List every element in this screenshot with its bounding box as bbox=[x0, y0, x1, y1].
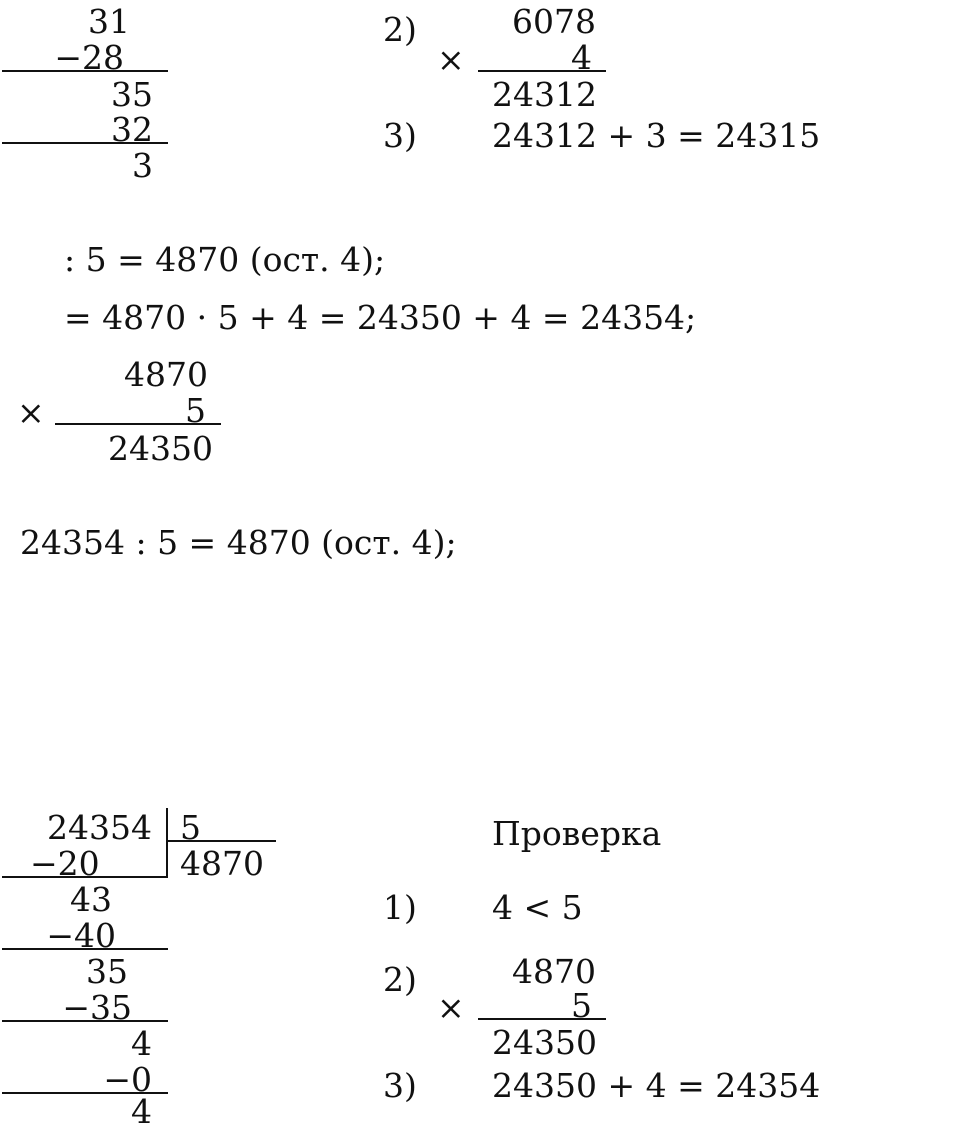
division-result-line: : 5 = 4870 (ост. 4); bbox=[64, 240, 386, 279]
reverse-check-line: = 4870 · 5 + 4 = 24350 + 4 = 24354; bbox=[64, 298, 697, 337]
top-division-rule-1 bbox=[2, 70, 168, 72]
division-rule-3 bbox=[2, 1020, 168, 1022]
check-times-sign: × bbox=[437, 988, 465, 1027]
top-division-subtrahend-1: −28 bbox=[54, 38, 124, 77]
subtrahend-1: −20 bbox=[30, 844, 100, 883]
check-step-2-label: 2) bbox=[383, 960, 417, 999]
top-division-subtrahend-2: 32 bbox=[111, 110, 153, 149]
final-remainder: 4 bbox=[131, 1092, 152, 1131]
check-step-1-expression: 4 < 5 bbox=[492, 888, 583, 927]
top-division-row-1: 31 bbox=[88, 2, 130, 41]
check-multiplicand: 4870 bbox=[512, 952, 596, 991]
division-bracket-vertical bbox=[166, 808, 168, 878]
remainder-1: 43 bbox=[70, 880, 112, 919]
check-step-3-expression: 24350 + 4 = 24354 bbox=[492, 1066, 821, 1105]
product: 24312 bbox=[492, 75, 597, 114]
top-division-rule-2 bbox=[2, 142, 168, 144]
middle-product: 24350 bbox=[108, 429, 213, 468]
check-product: 24350 bbox=[492, 1023, 597, 1062]
middle-multiplication-rule bbox=[55, 423, 221, 425]
remainder-2: 35 bbox=[86, 952, 128, 991]
divisor-underline bbox=[166, 840, 276, 842]
check-multiplication-rule bbox=[478, 1018, 606, 1020]
top-division-row-3: 35 bbox=[111, 75, 153, 114]
top-division-remainder: 3 bbox=[132, 146, 153, 185]
division-statement: 24354 : 5 = 4870 (ост. 4); bbox=[20, 523, 457, 562]
subtrahend-2: −40 bbox=[46, 916, 116, 955]
divisor: 5 bbox=[180, 808, 201, 847]
quotient: 4870 bbox=[180, 844, 264, 883]
multiplication-rule bbox=[478, 70, 606, 72]
subtrahend-3: −35 bbox=[62, 988, 132, 1027]
step-2-label: 2) bbox=[383, 10, 417, 49]
dividend: 24354 bbox=[47, 808, 152, 847]
division-rule-2 bbox=[2, 948, 168, 950]
remainder-3: 4 bbox=[131, 1024, 152, 1063]
division-rule-1 bbox=[2, 876, 168, 878]
check-multiplier: 5 bbox=[571, 986, 592, 1025]
check-step-3-label: 3) bbox=[383, 1066, 417, 1105]
multiplicand: 6078 bbox=[512, 2, 596, 41]
multiplier: 4 bbox=[571, 38, 592, 77]
middle-times-sign: × bbox=[17, 393, 45, 432]
step-3-label: 3) bbox=[383, 116, 417, 155]
middle-multiplicand: 4870 bbox=[124, 355, 208, 394]
step-3-expression: 24312 + 3 = 24315 bbox=[492, 116, 821, 155]
times-sign: × bbox=[437, 40, 465, 79]
check-step-1-label: 1) bbox=[383, 888, 417, 927]
check-title: Проверка bbox=[492, 814, 662, 853]
middle-multiplier: 5 bbox=[185, 391, 206, 430]
subtrahend-4: −0 bbox=[103, 1060, 152, 1099]
